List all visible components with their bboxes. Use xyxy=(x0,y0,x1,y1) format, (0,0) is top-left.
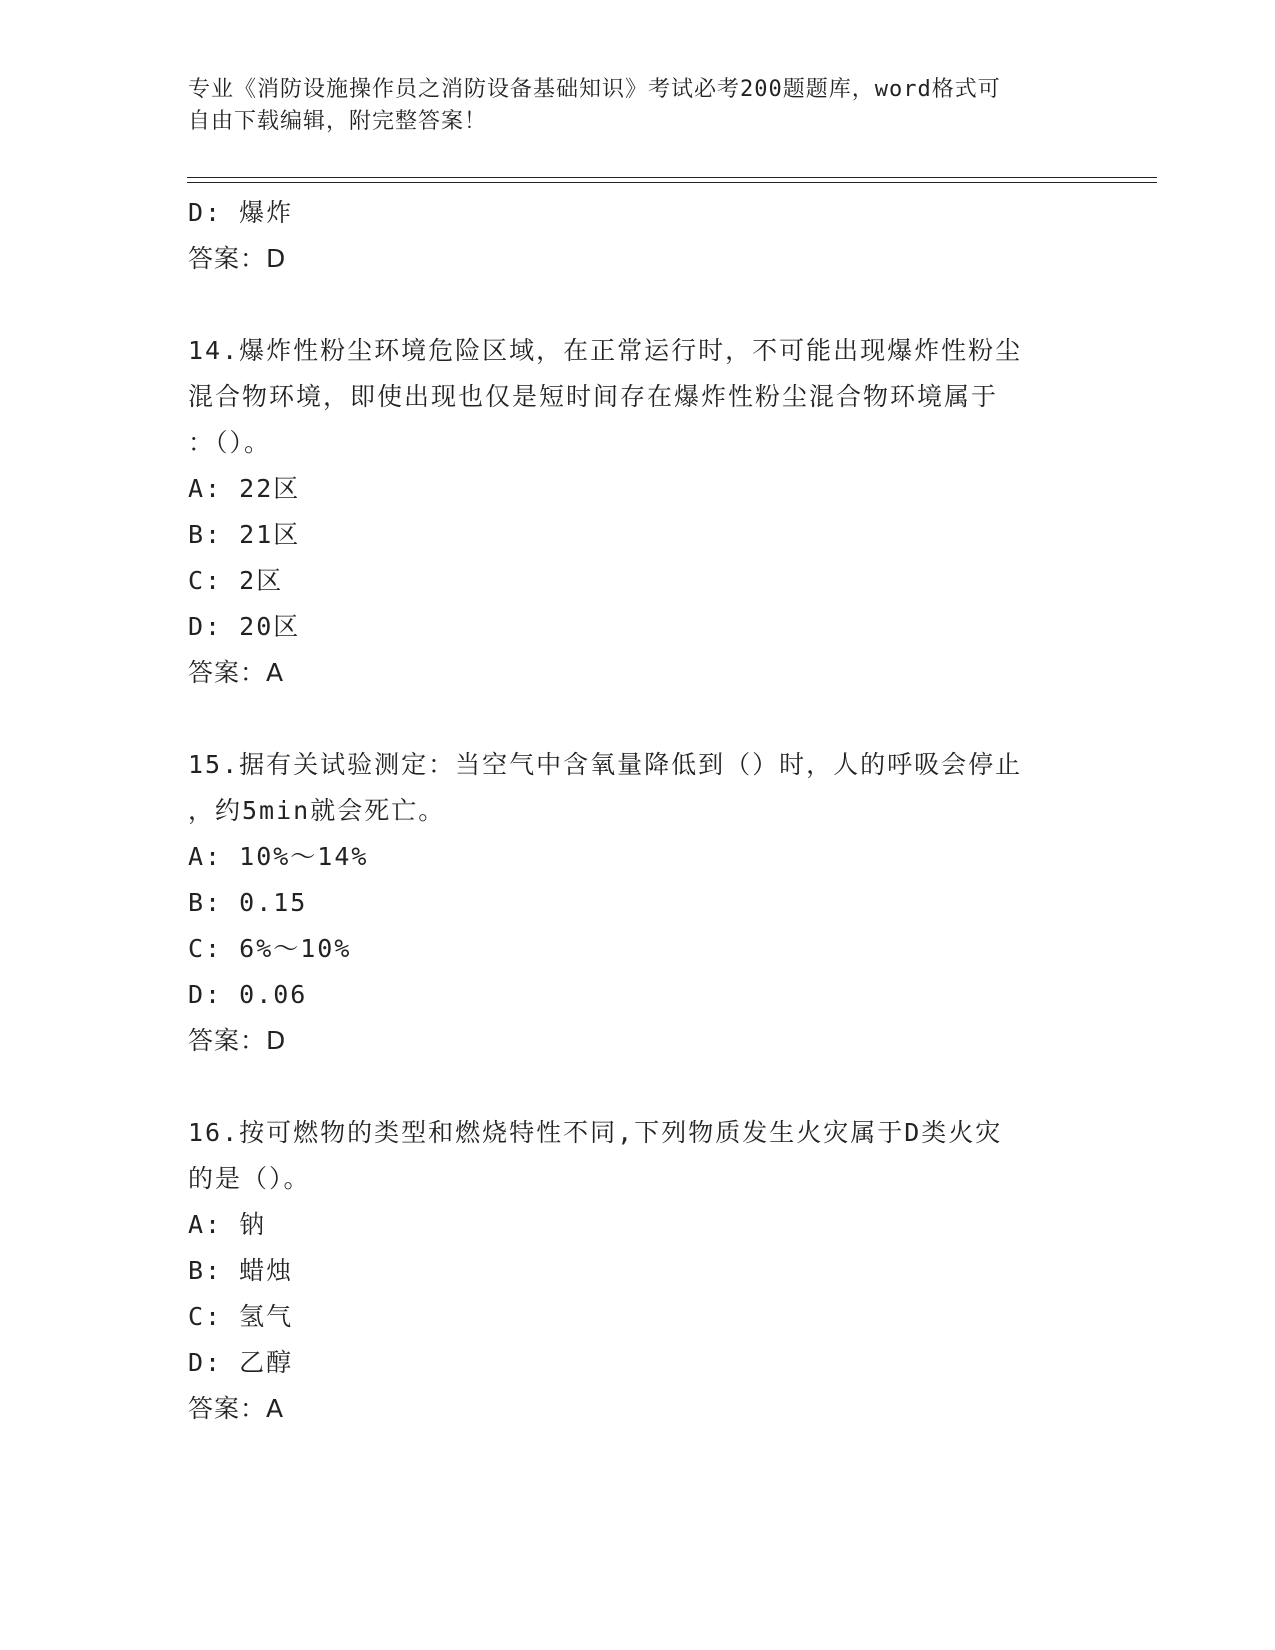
question-16 xyxy=(188,1110,1088,1432)
option-a: A: 钠 xyxy=(188,1210,267,1239)
spacer xyxy=(188,1064,1088,1110)
question-text: 16.按可燃物的类型和燃烧特性不同,下列物质发生火灾属于D类火灾 xyxy=(188,1118,1003,1147)
option-d: D: 20区 xyxy=(188,612,301,641)
option-b: B: 21区 xyxy=(188,520,301,549)
spacer xyxy=(188,696,1088,742)
question-list xyxy=(188,190,1088,1432)
answer: 答案：A xyxy=(188,1394,285,1423)
question-text: 混合物环境，即使出现也仅是短时间存在爆炸性粉尘混合物环境属于 xyxy=(188,382,999,411)
option-c: C: 6%～10% xyxy=(188,934,352,963)
page-header xyxy=(188,74,1088,138)
question-15 xyxy=(188,742,1088,1064)
question-text: 的是（）。 xyxy=(188,1164,311,1193)
option-d: D: 爆炸 xyxy=(188,198,294,227)
header-title-line-1: 专业《消防设施操作员之消防设备基础知识》考试必考200题题库，word格式可 xyxy=(188,77,1001,102)
option-b: B: 0.15 xyxy=(188,888,308,917)
question-text: 14.爆炸性粉尘环境危险区域，在正常运行时，不可能出现爆炸性粉尘 xyxy=(188,336,1023,365)
spacer xyxy=(188,282,1088,328)
header-divider-top xyxy=(187,177,1157,178)
question-text: 15.据有关试验测定：当空气中含氧量降低到（）时，人的呼吸会停止 xyxy=(188,750,1023,779)
answer: 答案：D xyxy=(188,1026,287,1055)
question-text: ：（）。 xyxy=(188,428,272,457)
question-14 xyxy=(188,328,1088,696)
option-c: C: 氢气 xyxy=(188,1302,294,1331)
answer: 答案：D xyxy=(188,244,287,273)
option-a: A: 10%～14% xyxy=(188,842,369,871)
question-13-tail xyxy=(188,190,1088,282)
option-a: A: 22区 xyxy=(188,474,301,503)
answer: 答案：A xyxy=(188,658,285,687)
option-d: D: 0.06 xyxy=(188,980,308,1009)
option-d: D: 乙醇 xyxy=(188,1348,294,1377)
header-title-line-2: 自由下载编辑，附完整答案！ xyxy=(188,109,488,134)
option-b: B: 蜡烛 xyxy=(188,1256,294,1285)
option-c: C: 2区 xyxy=(188,566,284,595)
header-divider-bottom xyxy=(187,182,1157,183)
question-text: ，约5min就会死亡。 xyxy=(188,796,446,825)
